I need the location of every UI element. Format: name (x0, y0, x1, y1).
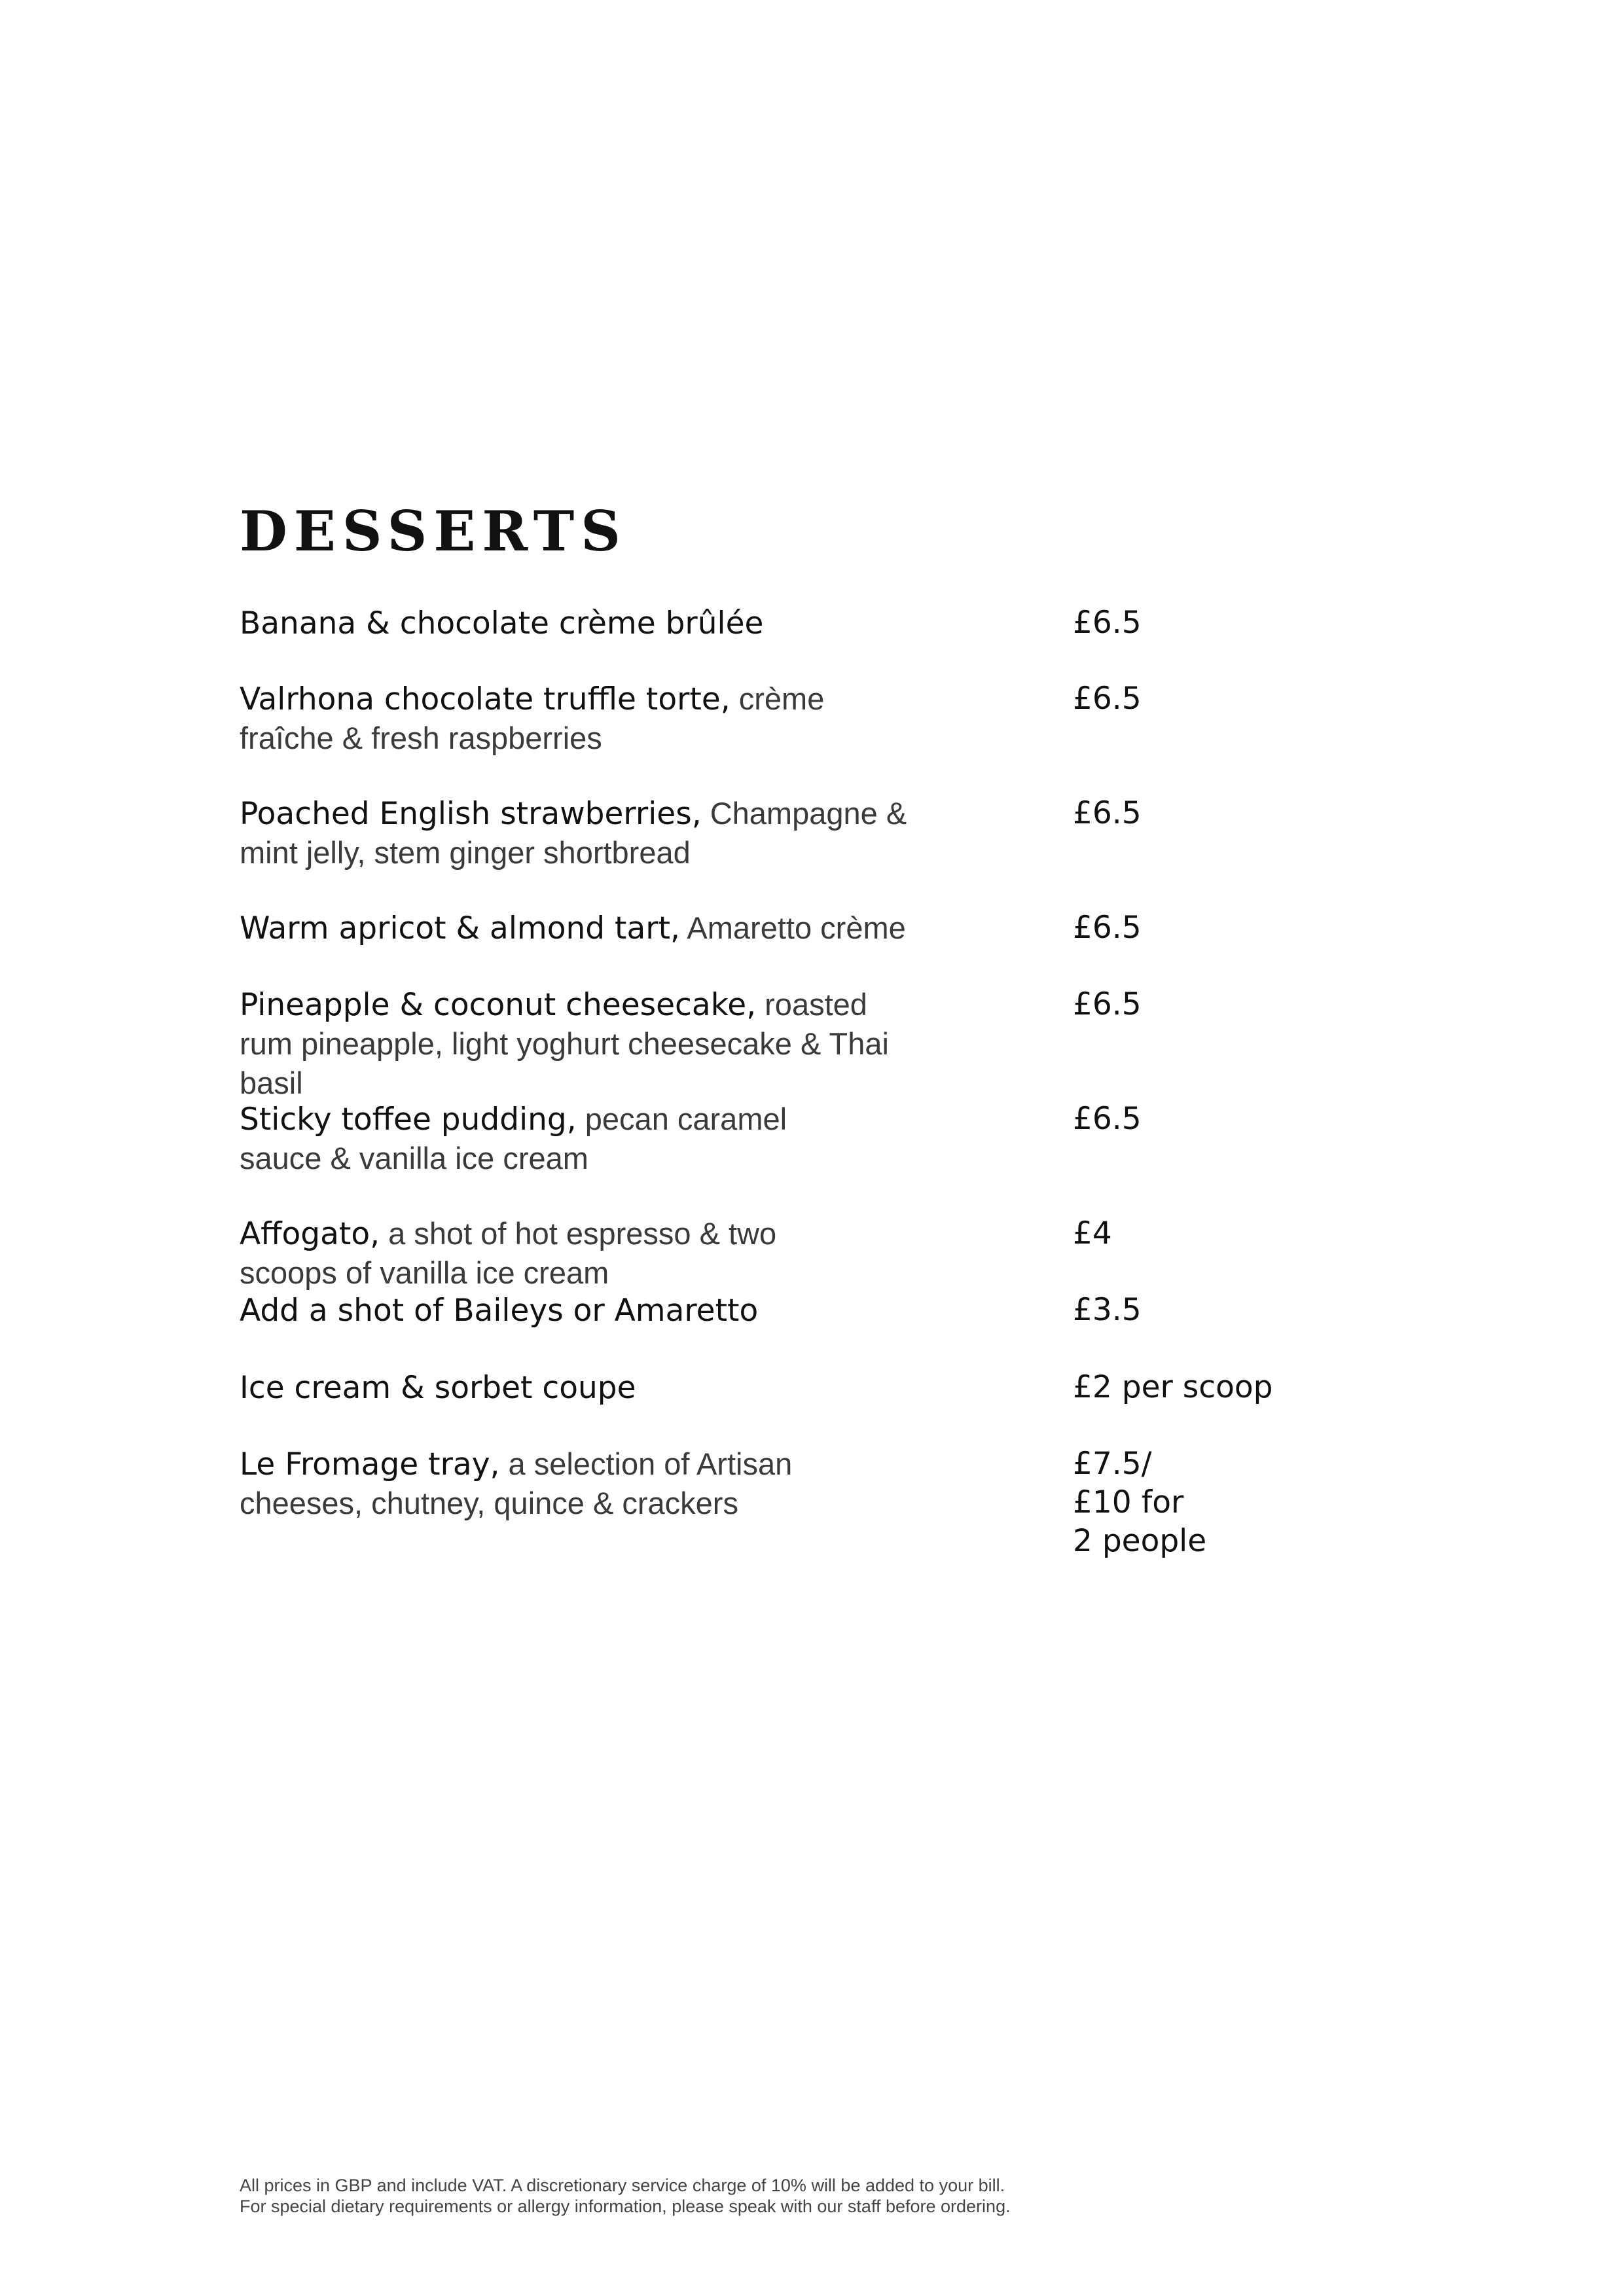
menu-item-price: £2 per scoop (1073, 1369, 1273, 1405)
menu-item-detail: crème fraîche & fresh raspberries (240, 681, 825, 755)
menu-item-description (240, 794, 927, 872)
menu-item-detail: a shot of hot espresso & two scoops of vanilla ice cream (240, 1216, 777, 1290)
menu-item-description (240, 985, 901, 1103)
menu-item-description (240, 1368, 927, 1407)
menu-item-price: £6.5 (1073, 1101, 1142, 1137)
menu-item-description (240, 679, 927, 758)
menu-item-description (240, 908, 927, 948)
menu-item-description (240, 603, 927, 643)
menu-item-name: Poached English strawberries, (240, 796, 702, 832)
menu-item-price: £6.5 (1073, 986, 1142, 1022)
menu-item-name: Add a shot of Baileys or Amaretto (240, 1293, 759, 1329)
footer-allergy-note: For special dietary requirements or allergy information, please speak with our staff before ordering. (240, 2197, 1011, 2216)
menu-item-price: £6.5 (1073, 910, 1142, 946)
menu-item-name: Le Fromage tray, (240, 1446, 500, 1482)
menu-item-detail: Champagne & mint jelly, stem ginger shortbread (240, 796, 907, 870)
menu-item-price: £6.5 (1073, 795, 1142, 831)
menu-item-price: £3.5 (1073, 1292, 1142, 1328)
dessert-menu (240, 0, 1549, 2296)
menu-title: DESSERTS (240, 499, 627, 564)
menu-item-description (240, 1444, 829, 1523)
menu-item-detail: Amaretto crème (679, 910, 906, 945)
menu-item-name: Valrhona chocolate truffle torte, (240, 681, 731, 717)
menu-item-name: Ice cream & sorbet coupe (240, 1370, 636, 1406)
menu-item-name: Banana & chocolate crème brûlée (240, 605, 764, 641)
menu-item-description (240, 1291, 927, 1330)
menu-item-price: £6.5 (1073, 605, 1142, 641)
menu-item-name: Pineapple & coconut cheesecake, (240, 987, 757, 1023)
menu-item-name: Warm apricot & almond tart, (240, 910, 680, 946)
menu-item-price: £4 (1073, 1215, 1112, 1251)
menu-item-detail: a selection of Artisan cheeses, chutney, quince & crackers (240, 1446, 793, 1520)
menu-item-detail: pecan caramel sauce & vanilla ice cream (240, 1102, 787, 1175)
menu-item-name: Affogato, (240, 1216, 380, 1252)
menu-item-price: £6.5 (1073, 681, 1142, 717)
menu-item-description (240, 1214, 829, 1293)
menu-item-detail: roasted rum pineapple, light yoghurt cheesecake & Thai basil (240, 987, 889, 1100)
footer-note (240, 2175, 1418, 2217)
menu-item-name: Sticky toffee pudding, (240, 1102, 577, 1138)
menu-item-description (240, 1100, 829, 1178)
menu-item-price: £7.5/ £10 for 2 people (1073, 1446, 1207, 1559)
footer-vat-note: All prices in GBP and include VAT. A discretionary service charge of 10% will be added to your bill. (240, 2176, 1005, 2195)
